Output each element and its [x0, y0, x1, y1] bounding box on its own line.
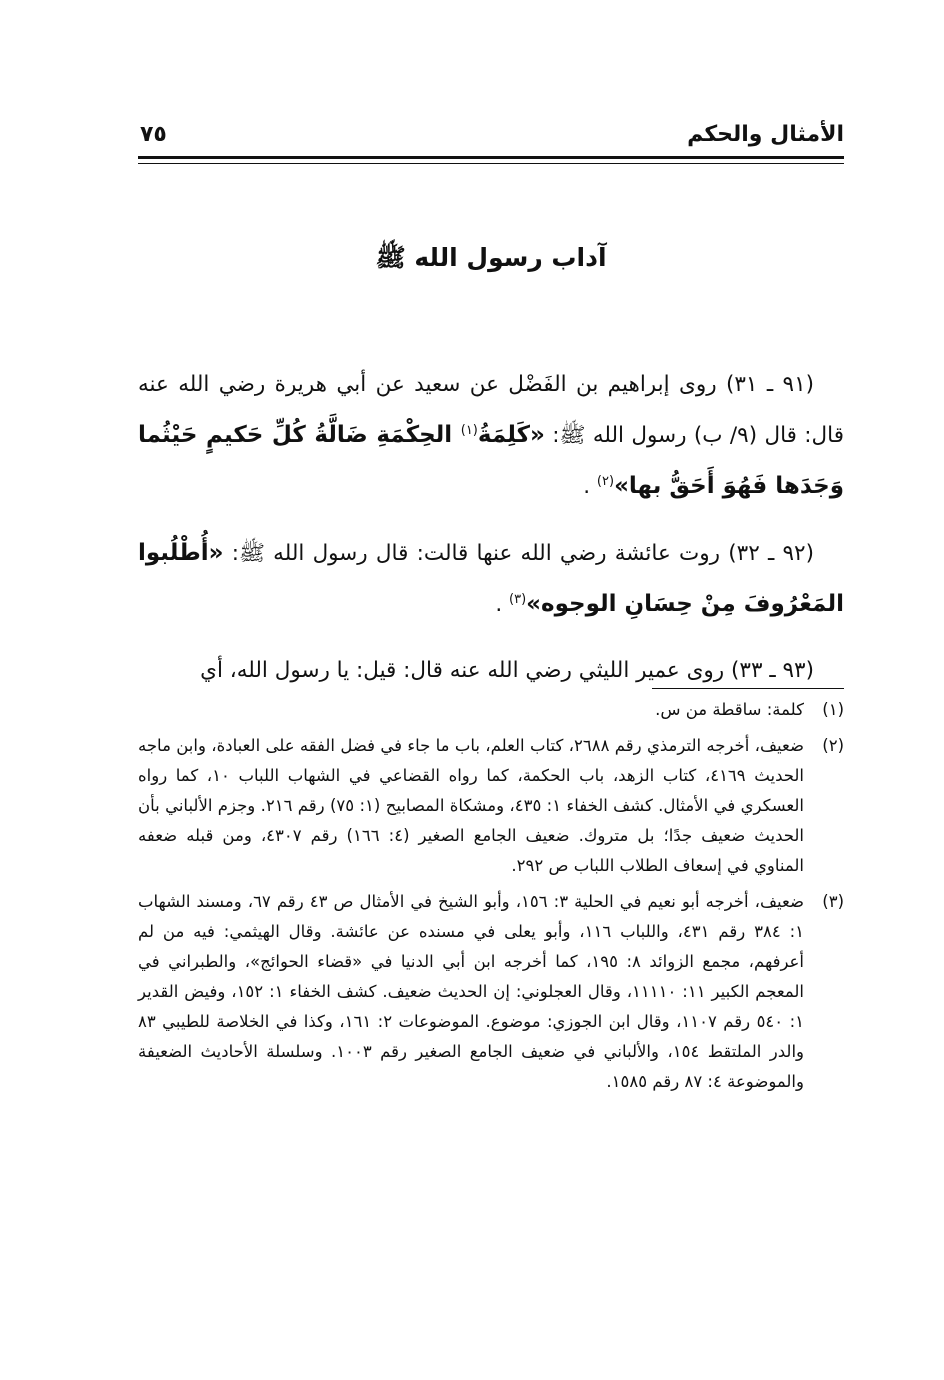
footnote-number: (٣) — [822, 892, 844, 911]
footnote-number: (٢) — [822, 736, 844, 755]
footnote-marker: (١) — [460, 422, 478, 438]
hadith-text: «أُطْلُبوا المَعْرُوفَ مِنْ حِسَانِ الوجوه» — [138, 540, 844, 617]
entry-end: . — [583, 474, 591, 499]
footnote-item — [138, 731, 844, 881]
page-number: ٧٥ — [140, 122, 167, 147]
entry-end: . — [495, 592, 503, 617]
header-rule-thin — [138, 163, 844, 164]
header-rule-thick — [138, 156, 844, 159]
footnote-marker: (٣) — [509, 591, 527, 607]
running-title: الأمثال والحكم — [687, 122, 844, 147]
hadith-text-start: «كَلِمَةُ — [477, 422, 545, 448]
page-header — [138, 118, 844, 154]
footnote-marker: (٢) — [596, 473, 615, 489]
entry-text: روى عمير الليثي رضي الله عنه قال: قيل: يا رسول الله، أي — [200, 658, 725, 683]
footnote-item — [138, 887, 844, 1097]
entry-number: (٩١ ـ ٣١) — [725, 372, 815, 397]
hadith-text: الحِكْمَةِ ضَالَّةُ كُلِّ حَكيمٍ حَيْثُما وَجَدَها فَهُوَ أَحَقُّ بها» — [138, 422, 844, 499]
main-text — [138, 360, 844, 696]
entry-91 — [138, 360, 844, 512]
section-title: آداب رسول الله ﷺ — [375, 243, 607, 272]
footnote-text: ضعيف، أخرجه أبو نعيم في الحلية ٣: ١٥٦، وأبو الشيخ في الأمثال ص ٤٣ رقم ٦٧، ومسند الشهاب ١: ٣٨٤ رقم ٤٣١، واللباب ١١٦، وأبو يعلى في مسنده عن عائشة. وقال الهيثمي: فيه من لم أعرفهم، مجمع الزوائد ٨: ١٩٥، كما أخرجه ابن أبي الدنيا في «قضاء الحوائج»، والطبراني في المعجم الكبير ١١: ١١١١٠، وقال العجلوني: إن الحديث ضعيف. كشف الخفاء ١: ١٥٢، وفيض القدير ١: ٥٤٠ رقم ١١٠٧، وقال ابن الجوزي: موضوع. الموضوعات ٢: ١٦١، وكذا في الخلاصة للطيبي ٨٣ والدر الملتقط ١٥٤، والألباني في ضعيف الجامع الصغير رقم ١٠٠٣. وسلسلة الأحاديث الضعيفة والموضوعة ٤: ٨٧ رقم ١٥٨٥. — [138, 892, 805, 1091]
entry-intro: روت عائشة رضي الله عنها قالت: قال رسول الله ﷺ: — [231, 541, 721, 566]
entry-intro: روى إبراهيم بن الفَضْل عن سعيد عن أبي هريرة رضي الله عنه قال: قال (٩/ ب) رسول الله ﷺ: — [138, 372, 845, 448]
footnotes — [138, 695, 844, 1103]
footnote-number: (١) — [822, 700, 844, 719]
entry-number: (٩٣ ـ ٣٣) — [731, 658, 814, 683]
footnote-separator — [652, 688, 844, 689]
entry-92 — [138, 528, 844, 630]
footnote-text: كلمة: ساقطة من س. — [655, 700, 804, 719]
footnote-text: ضعيف، أخرجه الترمذي رقم ٢٦٨٨، كتاب العلم، باب ما جاء في فضل الفقه على العبادة، وابن ماجه الحديث ٤١٦٩، كتاب الزهد، باب الحكمة، كما رواه القضاعي في الشهاب اللباب ١٠، كما رواه العسكري في الأمثال. كشف الخفاء ١: ٤٣٥، ومشكاة المصابيح (١: ٧٥) رقم ٢١٦. وجزم الألباني بأن الحديث ضعيف جدًا؛ بل متروك. ضعيف الجامع الصغير (٤: ١٦٦) رقم ٤٣٠٧، ومن قبله ضعفه المناوي في إسعاف الطلاب اللباب ص ٢٩٢. — [138, 736, 805, 875]
footnote-item — [138, 695, 844, 725]
entry-number: (٩٢ ـ ٣٢) — [728, 541, 814, 566]
